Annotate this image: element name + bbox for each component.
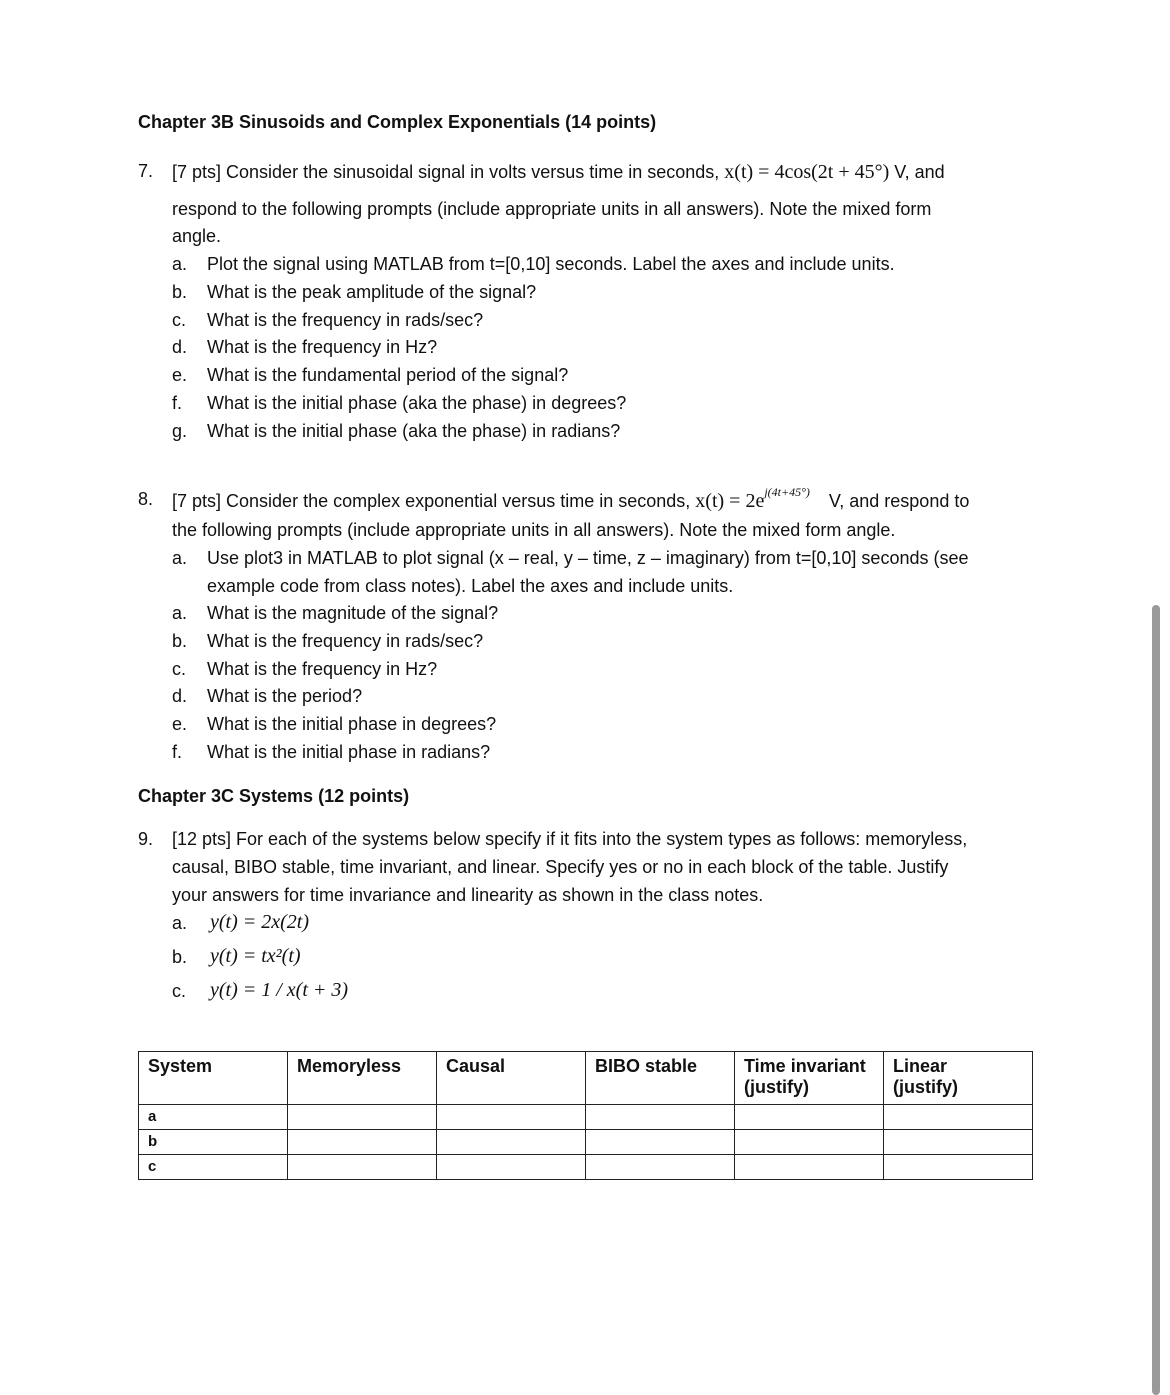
q8-tail: V, and respond to: [828, 491, 970, 511]
q8-line2: the following prompts (include appropriate units in all answers). Note the mixed form angle.: [172, 520, 896, 540]
question-item: What is the frequency in Hz?: [207, 337, 438, 358]
column-header-note: (justify): [744, 1077, 809, 1097]
column-header-label: BIBO stable: [595, 1056, 698, 1076]
scrollbar[interactable]: [1152, 605, 1160, 1395]
q8-equation-base: x(t) = 2e: [695, 490, 765, 512]
answer-cell[interactable]: [735, 1105, 884, 1130]
table-row: [139, 1105, 1033, 1130]
item-letter: a.: [172, 254, 188, 274]
q7-line3: angle.: [172, 226, 222, 246]
system-equation: y(t) = 1 / x(t + 3): [210, 979, 349, 1001]
answer-cell[interactable]: [288, 1105, 437, 1130]
q7-prompt: [172, 161, 945, 184]
item-letter: c.: [172, 309, 187, 330]
answer-cell[interactable]: [735, 1130, 884, 1155]
item-letter: a.: [172, 603, 188, 623]
q8-prompt: [172, 485, 970, 513]
question-item: What is the fundamental period of the signal?: [207, 365, 569, 386]
question-item: What is the frequency in rads/sec?: [207, 630, 484, 651]
answer-cell[interactable]: [288, 1130, 437, 1155]
q8-lead: [7 pts] Consider the complex exponential versus time in seconds,: [172, 491, 691, 511]
answer-cell[interactable]: [586, 1130, 735, 1155]
q7-line2: respond to the following prompts (include appropriate units in all answers). Note the mixed form: [172, 199, 932, 219]
answer-cell[interactable]: [437, 1130, 586, 1155]
system-cell: c: [139, 1155, 288, 1180]
column-header: [884, 1052, 1033, 1105]
column-header-label: Memoryless: [297, 1056, 402, 1076]
column-header-label: Time invariant: [744, 1056, 866, 1076]
answer-cell[interactable]: [437, 1105, 586, 1130]
column-header-label: System: [148, 1056, 213, 1076]
answer-cell[interactable]: [437, 1155, 586, 1180]
q9-line3: your answers for time invariance and linearity as shown in the class notes.: [172, 885, 764, 905]
item-letter: e.: [172, 365, 188, 386]
q7-number: 7.: [138, 161, 154, 181]
q8-equation-exponent: j(4t+45°): [764, 485, 810, 499]
q7-lead: [7 pts] Consider the sinusoidal signal in volts versus time in seconds,: [172, 162, 720, 182]
question-item: What is the initial phase in degrees?: [207, 714, 497, 735]
question-item: What is the magnitude of the signal?: [207, 603, 499, 623]
table-row: [139, 1155, 1033, 1180]
answer-cell[interactable]: [884, 1105, 1033, 1130]
q8-item-plot-line2: example code from class notes). Label the axes and include units.: [207, 576, 734, 596]
q8-item-plot-line1: Use plot3 in MATLAB to plot signal (x – real, y – time, z – imaginary) from t=[0,10] seconds (see: [207, 548, 969, 568]
column-header-label: Linear: [893, 1056, 948, 1076]
item-letter: c.: [172, 658, 187, 679]
q7-tail: V, and: [894, 162, 945, 182]
system-cell: b: [139, 1130, 288, 1155]
column-header: [288, 1052, 437, 1105]
answer-cell[interactable]: [735, 1155, 884, 1180]
section-heading-3c: Chapter 3C Systems (12 points): [138, 786, 410, 806]
answer-cell[interactable]: [288, 1155, 437, 1180]
item-letter: g.: [172, 420, 188, 441]
question-item: What is the initial phase (aka the phase) in degrees?: [207, 393, 627, 413]
answer-cell[interactable]: [586, 1105, 735, 1130]
question-item: What is the frequency in rads/sec?: [207, 309, 484, 330]
q8-number: 8.: [138, 489, 154, 509]
q9-number: 9.: [138, 829, 154, 849]
item-letter: b.: [172, 630, 188, 651]
column-header-label: Causal: [446, 1056, 506, 1076]
column-header: [586, 1052, 735, 1105]
question-item: What is the initial phase in radians?: [207, 742, 491, 762]
system-cell: a: [139, 1105, 288, 1130]
item-letter: d.: [172, 337, 188, 358]
answer-cell[interactable]: [586, 1155, 735, 1180]
question-item: Plot the signal using MATLAB from t=[0,10] seconds. Label the axes and include units.: [207, 254, 895, 274]
q9-line1: [12 pts] For each of the systems below specify if it fits into the system types as follows: memoryless,: [172, 829, 968, 849]
systems-table: [138, 1051, 1033, 1180]
system-equation: y(t) = tx²(t): [210, 945, 301, 967]
system-equation: y(t) = 2x(2t): [210, 911, 310, 933]
q7-equation: x(t) = 4cos(2t + 45°): [724, 161, 890, 183]
q9-line2: causal, BIBO stable, time invariant, and linear. Specify yes or no in each block of the table. Justify: [172, 857, 949, 877]
column-header: [735, 1052, 884, 1105]
item-letter: b.: [172, 947, 188, 967]
item-letter: e.: [172, 714, 188, 735]
item-letter: c.: [172, 981, 187, 1001]
question-item: What is the initial phase (aka the phase) in radians?: [207, 420, 621, 441]
column-header: [437, 1052, 586, 1105]
question-item: What is the peak amplitude of the signal?: [207, 281, 537, 302]
table-row: [139, 1130, 1033, 1155]
q8-item-letter: a.: [172, 548, 188, 568]
item-letter: a.: [172, 913, 188, 933]
item-letter: f.: [172, 742, 183, 762]
question-item: What is the frequency in Hz?: [207, 658, 438, 679]
answer-cell[interactable]: [884, 1130, 1033, 1155]
item-letter: b.: [172, 281, 188, 302]
question-item: What is the period?: [207, 686, 363, 707]
column-header-note: (justify): [893, 1077, 958, 1097]
item-letter: d.: [172, 686, 188, 707]
item-letter: f.: [172, 393, 183, 413]
answer-cell[interactable]: [884, 1155, 1033, 1180]
column-header: [139, 1052, 288, 1105]
section-heading-3b: Chapter 3B Sinusoids and Complex Exponentials (14 points): [138, 112, 657, 132]
